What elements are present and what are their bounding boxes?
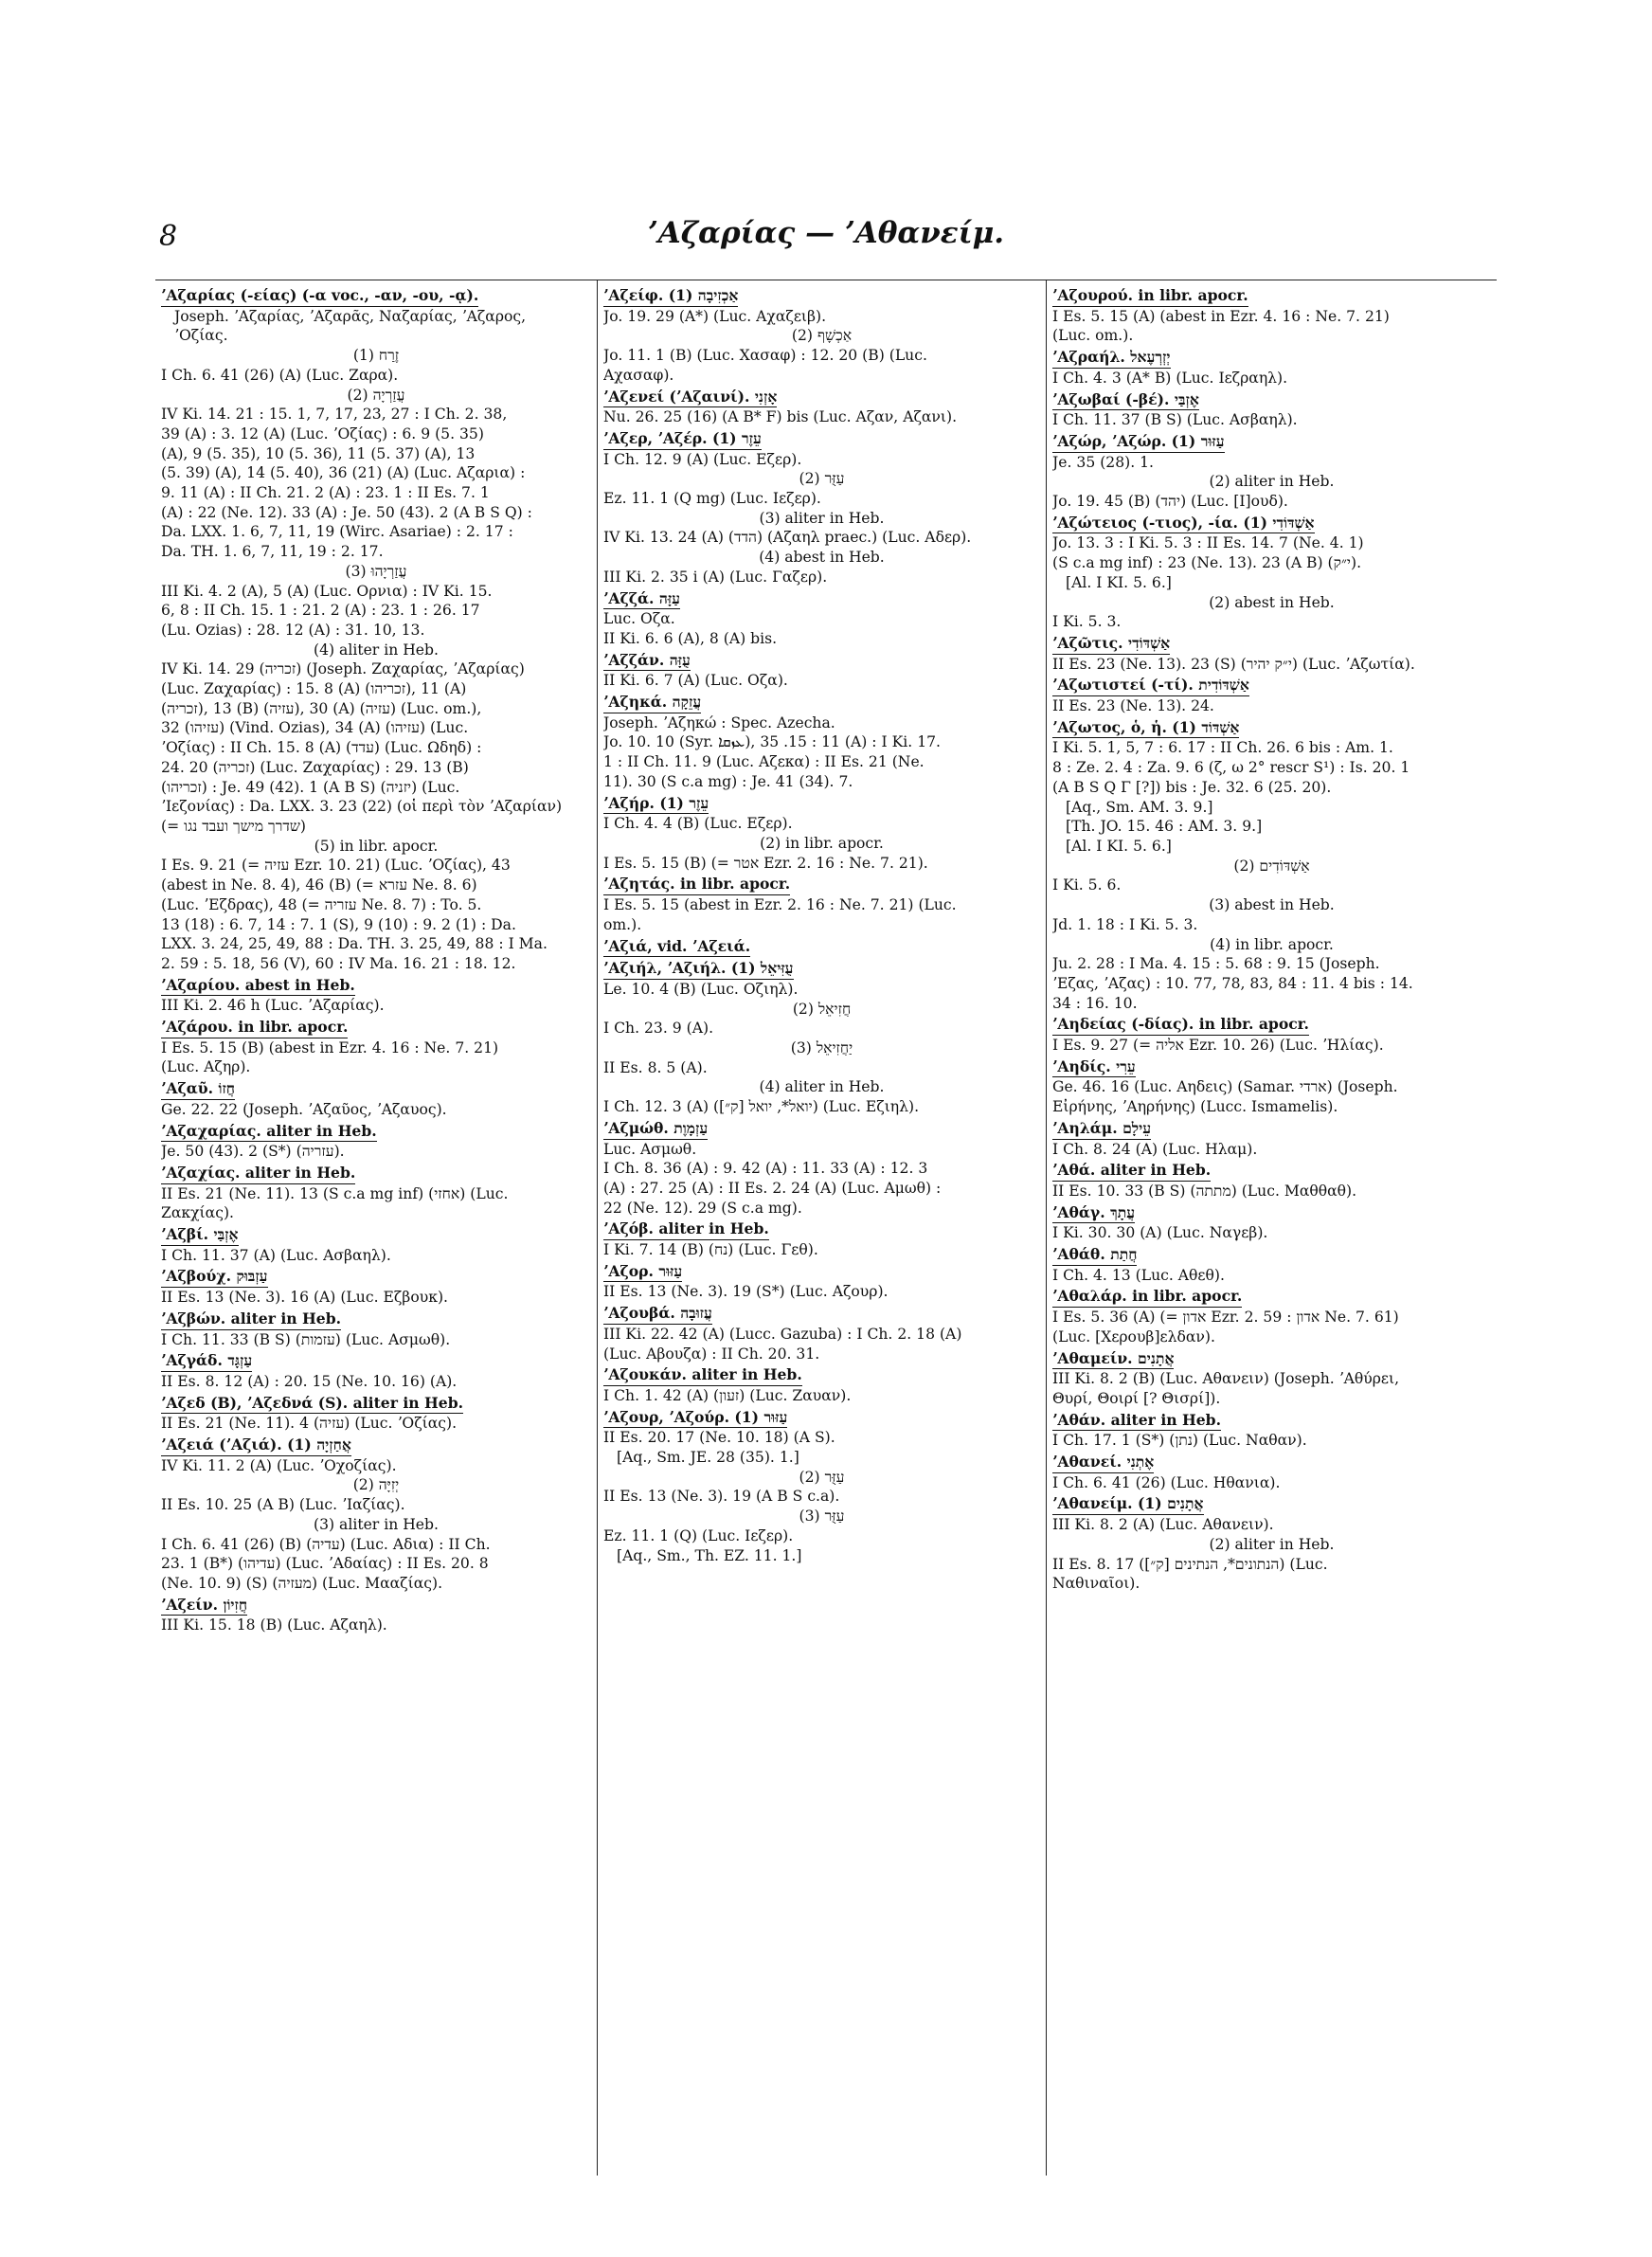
entry-sense-heading: (4) in libr. apocr. (1210, 935, 1334, 953)
entry-text-line: I Ki. 7. 14 (B) (נח) (Luc. Γεθ). (603, 1241, 818, 1259)
entry-headword-line (603, 693, 1040, 713)
entry-text-line: (זכריה), 13 (B) (עזיה), 30 (A) (עזיה) (Luc. om.), (161, 699, 482, 717)
entry-text-line: IV Ki. 13. 24 (A) (הדד) (Αζαηλ praec.) (Luc. Αδερ). (603, 529, 972, 547)
entry-headword: ʼΑζουκάν. aliter in Heb. (603, 1365, 802, 1386)
entry-text-line: I Ch. 11. 37 (A) (Luc. Ασβαηλ). (161, 1246, 391, 1264)
entry-headword: ʼΑζερ, ʼΑζέρ. (1) עֵזֶר (603, 429, 762, 450)
entry-text-line: 34 : 16. 10. (1052, 994, 1138, 1012)
entry-headword: ʼΑζβούχ. עַזְבּוּק (161, 1267, 268, 1288)
entry-text-line: (Ne. 10. 9) (S) (מעזיה) (Luc. Μααζίας). (161, 1575, 443, 1592)
entry-text-line: IV Ki. 11. 2 (A) (Luc. ʼΟχοζίας). (161, 1456, 397, 1474)
column-middle (597, 280, 1046, 2176)
entry-headword: ʼΑζείν. חֲזִיוֹן (161, 1596, 247, 1616)
entry-text-line: 8 : Ze. 2. 4 : Za. 9. 6 (ζ, ω 2° rescr S¹) : Is. 20. 1 (1052, 759, 1410, 777)
entry-text-line: IV Ki. 14. 21 : 15. 1, 7, 17, 23, 27 : I Ch. 2. 38, (161, 406, 508, 424)
entry-text-line: I Es. 5. 15 (B) (= אטר Ezr. 2. 16 : Ne. 7. 21). (603, 854, 928, 872)
entry-text-line: I Ch. 11. 33 (B S) (עזמות) (Luc. Ασμωθ). (161, 1330, 451, 1348)
entry-sense-heading: (4) aliter in Heb. (314, 641, 439, 659)
entry-sense-heading: (2) עַזֻּר (799, 470, 845, 488)
entry-text-line: 39 (A) : 3. 12 (A) (Luc. ʼΟζίας) : 6. 9 (5. 35) (161, 424, 484, 442)
entry-headword-line (603, 1219, 1040, 1240)
entry-headword: ʼΑζητάς. in libr. apocr. (603, 875, 790, 895)
entry-text-line: (= שדרך מישך ועבד נגו) (161, 817, 307, 835)
entry-sense-heading: (2) aliter in Heb. (1209, 473, 1335, 491)
entry-sense-heading: (3) יַחֲזִיאֵל (790, 1039, 853, 1057)
entry-text-line: Ναθιναῖοι). (1052, 1575, 1140, 1593)
entry-headword-line (1052, 718, 1491, 739)
entry-text-line: I Ki. 5. 1, 5, 7 : 6. 17 : II Ch. 26. 6 bis : Am. 1. (1052, 739, 1393, 757)
entry-text-line: IV Ki. 14. 29 (זכריה) (Joseph. Ζαχαρίας, ʼΑζαρίας) (161, 660, 525, 678)
entry-text-line: (A) : 27. 25 (A) : II Es. 2. 24 (A) (Luc. Αμωθ) : (603, 1179, 942, 1197)
entry-text-line: II Es. 10. 33 (B S) (מתתה) (Luc. Μαθθαθ). (1052, 1182, 1357, 1200)
entry-headword-line (161, 1267, 591, 1288)
entry-headword-line (603, 651, 1040, 672)
entry-text-line: III Ki. 8. 2 (B) (Luc. Αθανειν) (Joseph. ʼΑθύρει, (1052, 1370, 1400, 1388)
entry-headword: ʼΑθά. aliter in Heb. (1052, 1161, 1211, 1182)
entry-headword: ʼΑζουρού. in libr. apocr. (1052, 286, 1248, 307)
entry-headword-line (1052, 432, 1491, 453)
entry-headword-line (1052, 1245, 1491, 1266)
entry-headword: ʼΑζηκά. עֲזֵקָה (603, 693, 701, 713)
entry-text-line: Ju. 2. 28 : I Ma. 4. 15 : 5. 68 : 9. 15 (Joseph. (1052, 955, 1380, 973)
entry-text-line: I Ch. 17. 1 (S*) (נתן) (Luc. Ναθαν). (1052, 1432, 1307, 1450)
entry-text-line: I Ch. 6. 41 (26) (Luc. Ηθανια). (1052, 1473, 1281, 1491)
entry-sense-heading: (3) aliter in Heb. (314, 1515, 439, 1533)
entry-sense-heading: (3) abest in Heb. (1209, 896, 1335, 914)
entry-text-line: ʼΙεζονίας) : Da. LXX. 3. 23 (22) (οἱ περὶ τὸν ʼΑζαρίαν) (161, 798, 563, 816)
entry-text-line: Θυρί, Θοιρί [? Θισρί]). (1052, 1389, 1221, 1407)
entry-headword: ʼΑζραήλ. יְזְרְעֶאל (1052, 348, 1171, 369)
entry-sense-heading: (4) aliter in Heb. (759, 1078, 885, 1096)
page-number: 8 (159, 220, 178, 253)
entry-headword-line (603, 937, 1040, 958)
entry-text-line: (5. 39) (A), 14 (5. 40), 36 (21) (A) (Luc. Αζαρια) : (161, 464, 526, 482)
entry-text-line: II Es. 8. 5 (A). (603, 1058, 708, 1076)
entry-text-line: II Es. 10. 25 (A B) (Luc. ʼΙαζίας). (161, 1496, 405, 1514)
entry-text-line: (S c.a mg inf) : 23 (Ne. 13). 23 (A B) (י״ק). (1052, 554, 1362, 572)
entry-text-line: I Ch. 4. 3 (A* B) (Luc. Ιεζραηλ). (1052, 369, 1288, 387)
entry-text-line: (Luc. Ζαχαρίας) : 15. 8 (A) (זכריהו), 11 (A) (161, 680, 467, 698)
entry-text-line: Ge. 22. 22 (Joseph. ʼΑζαῦος, ʼΑζαυος). (161, 1100, 447, 1118)
entry-text-line: 1 : II Ch. 11. 9 (Luc. Αζεκα) : II Es. 21 (Ne. (603, 753, 925, 771)
entry-headword: ʼΑζαχίας. aliter in Heb. (161, 1164, 355, 1184)
entry-headword-line (161, 1018, 591, 1038)
entry-text-line: (Luc. om.). (1052, 327, 1134, 345)
entry-text-line: II Es. 23 (Ne. 13). 24. (1052, 697, 1214, 715)
entry-headword-line (161, 1309, 591, 1330)
entry-headword: ʼΑθάν. aliter in Heb. (1052, 1411, 1221, 1432)
entry-headword-line (1052, 1411, 1491, 1432)
entry-headword-line (161, 1435, 591, 1456)
entry-text-line: Jo. 10. 10 (Syr. ܥܙܩܐ), 11 : 15. 35 (A) : I Ki. 17. (603, 733, 941, 751)
entry-text-line: I Es. 5. 15 (B) (abest in Ezr. 4. 16 : Ne. 7. 21) (161, 1038, 499, 1056)
entry-text-line: Le. 10. 4 (B) (Luc. Οζιηλ). (603, 980, 799, 998)
entry-sense-heading: (2) אַכְשָׁף (791, 327, 853, 345)
entry-text-line: I Ch. 1. 42 (A) (זעון) (Luc. Ζαυαν). (603, 1386, 852, 1404)
entry-text-line: II Es. 23 (Ne. 13). 23 (S) (י״ק יהיר) (Luc. ʼΑζωτία). (1052, 655, 1415, 673)
entry-text-line: Da. TH. 1. 6, 7, 11, 19 : 2. 17. (161, 543, 384, 561)
entry-text-line: III Ki. 15. 18 (B) (Luc. Αζαηλ). (161, 1616, 387, 1634)
column-left (155, 280, 597, 2176)
entry-text-line: II Es. 13 (Ne. 3). 19 (S*) (Luc. Αζουρ). (603, 1283, 889, 1301)
entry-text-line: I Es. 9. 27 (= אליה Ezr. 10. 26) (Luc. ʼΗλίας). (1052, 1037, 1384, 1055)
entry-headword-line (1052, 514, 1491, 534)
entry-text-line: (Lu. Ozias) : 28. 12 (A) : 31. 10, 13. (161, 621, 425, 639)
entry-headword: ʼΑζεδ (B), ʼΑζεδνά (S). aliter in Heb. (161, 1394, 463, 1415)
entry-headword-line (603, 1304, 1040, 1325)
entry-text-line: 2. 59 : 5. 18, 56 (V), 60 : IV Ma. 16. 21 : 18. 12. (161, 954, 516, 972)
entry-text-line: 23. 1 (B*) (עדיהו) (Luc. ʼΑδαίας) : II Es. 20. 8 (161, 1555, 489, 1573)
entry-text-line: I Ch. 4. 13 (Luc. Αθεθ). (1052, 1266, 1225, 1284)
entry-headword-line (603, 589, 1040, 610)
entry-text-line: (abest in Ne. 8. 4), 46 (B) (= עזרא Ne. 8. 6) (161, 876, 477, 894)
entry-text-line: LXX. 3. 24, 25, 49, 88 : Da. TH. 3. 25, 49, 88 : I Ma. (161, 935, 548, 953)
entry-text-line: 11). 30 (S c.a mg) : Je. 41 (34). 7. (603, 772, 853, 790)
entry-headword-line (603, 875, 1040, 895)
entry-headword-line (603, 794, 1040, 815)
entry-text-line: Jo. 19. 45 (B) (יהד) (Luc. [Ι]ουδ). (1052, 493, 1288, 511)
entry-text-line: Jd. 1. 18 : I Ki. 5. 3. (1052, 915, 1198, 933)
entry-headword: ʼΑζαρίας (-είας) (-α voc., -αν, -ου, -ᾳ). (161, 286, 478, 307)
entry-headword: ʼΑζαχαρίας. aliter in Heb. (161, 1122, 377, 1143)
entry-text-line: II Es. 8. 12 (A) : 20. 15 (Ne. 10. 16) (A). (161, 1372, 458, 1390)
entry-headword: ʼΑζγάδ. עַזְגָּד (161, 1351, 252, 1372)
entry-text-line: [Aq., Sm. AM. 3. 9.] (1066, 798, 1213, 816)
entry-text-line: I Ch. 8. 36 (A) : 9. 42 (A) : 11. 33 (A) : 12. 3 (603, 1160, 928, 1178)
entry-text-line: I Ch. 8. 24 (A) (Luc. Ηλαμ). (1052, 1140, 1258, 1158)
entry-headword-line (1052, 286, 1491, 307)
entry-text-line: 32 (עזיהו) (Vind. Ozias), 34 (A) (עזיהו) (Luc. (161, 719, 469, 737)
entry-text-line: [Th. JO. 15. 46 : AM. 3. 9.] (1066, 818, 1263, 836)
entry-headword: ʼΑθανείμ. (1) אֲתָנִים (1052, 1494, 1204, 1515)
entry-headword: ʼΑζωβαί (-βέ). אֶזְבַּי (1052, 390, 1199, 411)
entry-headword-line (161, 1079, 591, 1100)
entry-text-line: Ζακχίας). (161, 1204, 234, 1222)
entry-headword-line (1052, 348, 1491, 369)
entry-sense-heading: (2) עַזֻּר (799, 1468, 845, 1486)
entry-headword: ʼΑθανεί. אֶתְנִי (1052, 1453, 1154, 1473)
entry-headword-line (161, 1164, 591, 1184)
entry-text-line: I Ch. 23. 9 (A). (603, 1020, 714, 1038)
entry-text-line: II Es. 8. 17 (הנתונים*, הנתינים [ק״]) (Luc. (1052, 1555, 1328, 1573)
entry-text-line: II Es. 21 (Ne. 11). 4 (עזיה) (Luc. ʼΟζίας). (161, 1415, 458, 1433)
entry-headword: ʼΑθάγ. עֲתָךְ (1052, 1203, 1135, 1224)
entry-text-line: [Al. I KI. 5. 6.] (1066, 573, 1172, 591)
entry-text-line: II Es. 13 (Ne. 3). 19 (A B S c.a). (603, 1488, 840, 1506)
entry-headword-line (1052, 1015, 1491, 1036)
entry-headword-line (603, 959, 1040, 980)
entry-text-line: I Es. 9. 21 (= עזיה Ezr. 10. 21) (Luc. ʼΟζίας), 43 (161, 857, 511, 875)
entry-headword-line (603, 286, 1040, 307)
entry-headword: ʼΑζώτειος (-τιος), -ία. (1) אַשְׁדּוֹדִי (1052, 514, 1315, 534)
entry-text-line: Jo. 11. 1 (B) (Luc. Χασαφ) : 12. 20 (B) (Luc. (603, 347, 927, 365)
entry-columns (155, 280, 1497, 2176)
entry-text-line: I Ki. 30. 30 (A) (Luc. Ναγεβ). (1052, 1224, 1268, 1242)
entry-text-line: (Luc. ʼΕζδρας), 48 (= עזריה Ne. 8. 7) : To. 5. (161, 895, 482, 913)
entry-headword-line (1052, 1287, 1491, 1308)
entry-headword: ʼΑζουρ, ʼΑζούρ. (1) עַזּוּר (603, 1408, 787, 1429)
entry-text-line: [Aq., Sm. JE. 28 (35). 1.] (617, 1449, 799, 1467)
entry-sense-heading: (2) אַשְׁדּוֹדִים (1233, 857, 1310, 875)
entry-headword-line (603, 429, 1040, 450)
entry-headword: ʼΑζώρ, ʼΑζώρ. (1) עַזּוּר (1052, 432, 1225, 453)
entry-headword: ʼΑζζάν. עֻזָּה (603, 651, 691, 672)
entry-headword: ʼΑζείφ. (1) אַכְזִיבָה (603, 286, 738, 307)
entry-text-line: (A B S Q Γ [?]) bis : Je. 32. 6 (25. 20). (1052, 778, 1332, 796)
entry-text-line: om.). (603, 915, 642, 933)
entry-headword-line (1052, 1453, 1491, 1473)
entry-headword-line (603, 1119, 1040, 1140)
entry-headword: ʼΑζάρου. in libr. apocr. (161, 1018, 348, 1038)
entry-text-line: ʼΟζίας) : II Ch. 15. 8 (A) (עדד) (Luc. Ωδηδ) : (161, 739, 482, 757)
entry-sense-heading: (2) aliter in Heb. (1209, 1535, 1335, 1553)
entry-headword-line (1052, 1057, 1491, 1078)
entry-headword: ʼΑζουβά. עֲזוּבָה (603, 1304, 712, 1325)
entry-headword-line (603, 1262, 1040, 1283)
entry-text-line: Joseph. ʼΑζηκώ : Spec. Azecha. (603, 713, 835, 731)
entry-text-line: I Ch. 6. 41 (26) (A) (Luc. Ζαρα). (161, 366, 399, 384)
entry-headword: ʼΑθαλάρ. in libr. apocr. (1052, 1287, 1242, 1308)
entry-text-line: II Ki. 6. 7 (A) (Luc. Οζα). (603, 672, 788, 690)
entry-headword: ʼΑθάθ. חֲתַת (1052, 1245, 1137, 1266)
entry-text-line: III Ki. 2. 46 h (Luc. ʼΑζαρίας). (161, 997, 385, 1015)
entry-text-line: 22 (Ne. 12). 29 (S c.a mg). (603, 1199, 802, 1217)
entry-text-line: 6, 8 : II Ch. 15. 1 : 21. 2 (A) : 23. 1 : 26. 17 (161, 602, 480, 620)
entry-text-line: I Ch. 6. 41 (26) (B) (עדיה) (Luc. Αδια) : II Ch. (161, 1535, 491, 1553)
entry-text-line: ʼΕζας, ʼΑζας) : 10. 77, 78, 83, 84 : 11. 4 bis : 14. (1052, 974, 1413, 992)
entry-text-line: I Ch. 12. 3 (A) (יואל*, יואל [ק״]) (Luc. Εζιηλ). (603, 1098, 920, 1116)
entry-text-line: Ez. 11. 1 (Q mg) (Luc. Ιεζερ). (603, 490, 821, 508)
entry-sense-heading: (2) in libr. apocr. (760, 834, 884, 852)
entry-text-line: (A) : 22 (Ne. 12). 33 (A) : Je. 50 (43). 2 (A B S Q) : (161, 503, 532, 521)
entry-text-line: (Luc. Αζηρ). (161, 1058, 251, 1076)
entry-headword-line (603, 1408, 1040, 1429)
entry-headword: ʼΑζωτος, ὁ, ἡ. (1) אַשְׁדּוֹד (1052, 718, 1239, 739)
entry-sense-heading: (3) aliter in Heb. (759, 509, 885, 527)
running-title: ʼΑζαρίας — ʼΑθανείμ. (647, 216, 1005, 250)
entry-text-line: [Al. I KI. 5. 6.] (1066, 837, 1172, 855)
entry-text-line: Je. 35 (28). 1. (1052, 453, 1154, 471)
entry-headword: ʼΑζβών. aliter in Heb. (161, 1309, 341, 1330)
entry-headword: ʼΑζιά, vid. ʼΑζειά. (603, 937, 750, 958)
entry-headword-line (161, 1394, 591, 1415)
entry-headword: ʼΑζειά (ʼΑζιά). (1) אֲחַזְיָה (161, 1435, 351, 1456)
entry-text-line: I Ch. 12. 9 (A) (Luc. Εζερ). (603, 450, 802, 468)
entry-headword-line (161, 1596, 591, 1616)
entry-text-line: Luc. Οζα. (603, 610, 675, 628)
entry-headword: ʼΑηδείας (-δίας). in libr. apocr. (1052, 1015, 1309, 1036)
entry-sense-heading: (3) עֲזַרְיָהוּ (345, 562, 407, 580)
entry-headword-line (603, 1365, 1040, 1386)
entry-text-line: II Ki. 6. 6 (A), 8 (A) bis. (603, 629, 778, 647)
entry-text-line: Joseph. ʼΑζαρίας, ʼΑζαρᾶς, Ναζαρίας, ʼΑζαρος, (174, 307, 527, 325)
entry-text-line: I Ch. 4. 4 (B) (Luc. Εζερ). (603, 815, 793, 833)
entry-text-line: III Ki. 22. 42 (A) (Lucc. Gazuba) : I Ch. 2. 18 (A) (603, 1325, 962, 1343)
entry-headword: ʼΑζήρ. (1) עֵזֶר (603, 794, 709, 815)
entry-headword-line (1052, 1161, 1491, 1182)
entry-headword-line (161, 1225, 591, 1246)
entry-headword: ʼΑζζά. עַזָּה (603, 589, 680, 610)
entry-text-line: Ge. 46. 16 (Luc. Αηδεις) (Samar. ארדי) (Joseph. (1052, 1078, 1398, 1096)
entry-headword-line (1052, 1349, 1491, 1370)
entry-text-line: I Es. 5. 36 (A) (= אדון Ezr. 2. 59 : אדון Ne. 7. 61) (1052, 1309, 1399, 1327)
entry-headword: ʼΑζβί. אֶזְבַּי (161, 1225, 239, 1246)
entry-headword-line (1052, 1203, 1491, 1224)
entry-headword-line (603, 388, 1040, 408)
entry-headword: ʼΑηδίς. עֵרִי (1052, 1057, 1136, 1078)
entry-text-line: I Es. 5. 15 (A) (abest in Ezr. 4. 16 : Ne. 7. 21) (1052, 307, 1390, 325)
entry-text-line: II Es. 13 (Ne. 3). 16 (A) (Luc. Εζβουκ). (161, 1289, 448, 1307)
entry-text-line: [Aq., Sm., Th. EZ. 11. 1.] (617, 1546, 802, 1564)
entry-text-line: I Ch. 11. 37 (B S) (Luc. Ασβαηλ). (1052, 411, 1298, 429)
entry-text-line: III Ki. 4. 2 (A), 5 (A) (Luc. Ορνια) : IV Ki. 15. (161, 582, 493, 600)
entry-text-line: II Es. 21 (Ne. 11). 13 (S c.a mg inf) (אחזי) (Luc. (161, 1184, 509, 1202)
entry-text-line: Da. LXX. 1. 6, 7, 11, 19 (Wirc. Asariae) : 2. 17 : (161, 523, 513, 541)
entry-headword-line (1052, 676, 1491, 696)
entry-headword: ʼΑζῶτις. אַשְׁדּוֹדִי (1052, 634, 1170, 655)
entry-headword: ʼΑζαρίου. abest in Heb. (161, 976, 355, 997)
entry-headword: ʼΑζαῦ. חֲזוֹ (161, 1079, 235, 1100)
entry-sense-heading: (3) עַזֻּר (799, 1508, 845, 1526)
entry-text-line: III Ki. 8. 2 (A) (Luc. Αθανειν). (1052, 1516, 1274, 1534)
entry-headword-line (1052, 390, 1491, 411)
entry-sense-heading: (4) abest in Heb. (759, 549, 885, 567)
entry-text-line: Nu. 26. 25 (16) (A B* F) bis (Luc. Αζαν, Αζανι). (603, 408, 958, 426)
entry-headword-line (161, 1351, 591, 1372)
entry-headword-line (1052, 1494, 1491, 1515)
entry-headword: ʼΑζενεί (ʼΑζαινί). אָזְנִי (603, 388, 777, 408)
entry-headword: ʼΑζορ. עַזּוּר (603, 1262, 682, 1283)
entry-headword: ʼΑηλάμ. עֵילָם (1052, 1119, 1151, 1140)
entry-text-line: (Luc. Αβουζα) : II Ch. 20. 31. (603, 1345, 820, 1363)
entry-text-line: II Es. 20. 17 (Ne. 10. 18) (A S). (603, 1429, 835, 1447)
entry-text-line: 24. 20 (זכריה) (Luc. Ζαχαρίας) : 29. 13 (B) (161, 758, 469, 776)
entry-text-line: Jo. 13. 3 : I Ki. 5. 3 : II Es. 14. 7 (Ne. 4. 1) (1052, 534, 1364, 552)
column-right (1046, 280, 1497, 2176)
entry-sense-heading: (2) יְזִיָּה (352, 1476, 400, 1494)
entry-text-line: Ez. 11. 1 (Q) (Luc. Ιεζερ). (603, 1526, 794, 1544)
entry-sense-heading: (2) חֲזִיאֵל (792, 1000, 852, 1018)
entry-text-line: 13 (18) : 6. 7, 14 : 7. 1 (S), 9 (10) : 9. 2 (1) : Da. (161, 915, 516, 933)
entry-text-line: Εἰρήνης, ʼΑηρήνης) (Lucc. Ismamelis). (1052, 1098, 1338, 1116)
entry-text-line: I Ki. 5. 6. (1052, 876, 1122, 894)
entry-sense-heading: (2) עֲזַרְיָה (347, 386, 405, 404)
entry-text-line: Luc. Ασμωθ. (603, 1140, 697, 1158)
entry-text-line: ʼΟζίας. (174, 327, 228, 345)
entry-sense-heading: (5) in libr. apocr. (314, 837, 439, 855)
entry-text-line: (זכריהו) : Je. 49 (42). 1 (A B S) (יזניה) (Luc. (161, 778, 460, 796)
entry-headword: ʼΑζιήλ, ʼΑζιήλ. (1) עֻזִּיאֵל (603, 959, 794, 980)
entry-headword: ʼΑθαμείν. אֲתָנִים (1052, 1349, 1174, 1370)
entry-headword-line (161, 286, 591, 307)
entry-sense-heading: (2) abest in Heb. (1209, 593, 1335, 611)
entry-text-line: Jo. 19. 29 (A*) (Luc. Αχαζειβ). (603, 307, 827, 325)
entry-text-line: 9. 11 (A) : II Ch. 21. 2 (A) : 23. 1 : II Es. 7. 1 (161, 484, 490, 502)
entry-text-line: I Ki. 5. 3. (1052, 613, 1122, 631)
entry-text-line: Αχασαφ). (603, 366, 674, 384)
entry-headword: ʼΑζόβ. aliter in Heb. (603, 1219, 769, 1240)
entry-text-line: (Luc. [Χερουβ]ελδαν). (1052, 1327, 1215, 1345)
entry-headword-line (161, 976, 591, 997)
entry-text-line: Je. 50 (43). 2 (S*) (עזריה). (161, 1143, 345, 1161)
entry-headword: ʼΑζωτιστεί (-τί). אַשְׁדּוֹדִית (1052, 676, 1249, 696)
entry-headword-line (1052, 634, 1491, 655)
entry-headword: ʼΑζμώθ. עַזְמָוֶת (603, 1119, 708, 1140)
entry-text-line: I Es. 5. 15 (abest in Ezr. 2. 16 : Ne. 7. 21) (Luc. (603, 896, 957, 914)
entry-sense-heading: (1) זֶרַח (352, 347, 400, 365)
entry-headword-line (161, 1122, 591, 1143)
entry-headword-line (1052, 1119, 1491, 1140)
entry-text-line: (A), 9 (5. 35), 10 (5. 36), 11 (5. 37) (A), 13 (161, 444, 476, 462)
entry-text-line: III Ki. 2. 35 i (A) (Luc. Γαζερ). (603, 568, 828, 586)
